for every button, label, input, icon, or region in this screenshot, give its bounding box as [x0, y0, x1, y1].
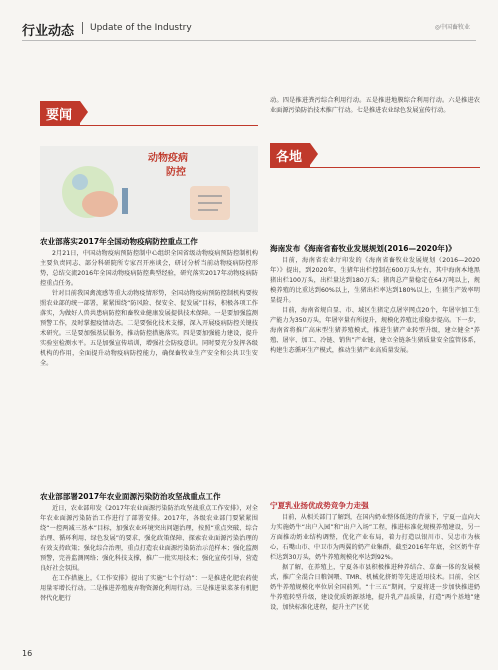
- illustration-caption-line1: 动物疫病: [148, 153, 188, 164]
- article-4-paragraph-2: 据了解，在养殖上，宁夏各市县积极推进种养结合、草畜一体的发展模式，推广全混合日粮饲喂、TMR、机械化挤奶等先进适用技术。目前，全区奶牛养殖规模化率位居全国前列。“十三五”期间，宁夏将进一步加快推进奶牛养殖转型升级，建设优质奶源基地，提升乳产品质量，打造“两个基地”建设，加快标准化进程，提升主产区优: [270, 564, 480, 611]
- syringe-icon: [122, 188, 128, 214]
- header-rule: [22, 40, 476, 41]
- page-header: [0, 0, 498, 46]
- pig-figure: [82, 191, 118, 217]
- section-english-title: Update of the Industry: [90, 23, 192, 33]
- continuation-text: [270, 96, 480, 116]
- header-divider: [82, 22, 83, 34]
- section-title: 行业动态: [22, 24, 75, 39]
- journal-name: ◎中国畜牧业: [434, 24, 470, 31]
- article-1-paragraph-1: 2月21日，中国动物疫病预防控制中心组织全国省级动物疫病预防控制机构主要负责同志、部分科研院所专家召开座谈会，研讨分析当前动物疫病防控形势，总结交流2016年全国动物疫病防控典型经验，研究落实2017年动物疫病防控重点任务。: [40, 250, 258, 287]
- article-3: [270, 243, 480, 356]
- article-2: [40, 491, 258, 604]
- virus-icon: [72, 174, 88, 190]
- article-4-title: 宁夏乳业扬优成势竞争力走强: [270, 501, 369, 510]
- illustration-caption: [148, 152, 188, 180]
- article-3-title: 海南发布《海南省畜牧业发展规划(2016—2020年)》: [270, 244, 456, 253]
- article-2-paragraph-2: 在工作措施上，《工作安排》提出了实施“七个行动”：一是推进化肥农药使用量零增长行动。二是推进养殖废弃物资源化利用行动。三是推进果菜茶有机肥替代化肥行: [40, 575, 258, 602]
- news-tag-block: [40, 101, 258, 126]
- article-2-paragraph-1: 近日，农业部印发《2017年农业面源污染防治攻坚战重点工作安排》，对全年农业面源污染防治工作进行了部署安排。2017年，各级农业部门要紧紧围绕“一控两减三基本”目标，加强农业环境突出问题治理，按照“重点突破、综合治理、循环利用、绿色发展”的要求，强化政策保障、探索农业面源污染治理的有效支持政策；强化综合治理，重点打造农业面源污染防治示范样本；强化监测预警，完善监测网络；强化科技支撑，推广一批实用技术；强化宣传引导，营造良好社会氛围。: [40, 505, 258, 572]
- article-1-paragraph-2: 针对目前我国禽流感等重大动物疫情形势，全国动物疫病预防控制机构要按照农业部的统一部署，紧紧围绕“防风险、保安全、促发展”目标，积极各项工作落实，为做好人兽共患病防控和畜牧业健康发展提供技术保障。一是要加强监测预警工作，及时掌握疫情动态。二是要强化技术支撑，深入开展疫病防控关键技术研究。三是要加强基层服务，推动防控措施落实。四是要加强能力建设，提升实验室检测水平。五是加强宣传培训，增强社会防疫意识。同时要充分发挥各级机构的作用，全面提升动物疫病防控能力，确保畜牧业生产安全和公共卫生安全。: [40, 290, 258, 367]
- article-3-paragraph-1: 目前，海南省农业厅印发的《海南省畜牧业发展规划（2016—2020年）》提出，到2020年，生猪年出栏控制在600万头左右，其中海南本地黑猪出栏100万头，出栏量达到180万头；猪肉总产量稳定在64万吨以上，规模养殖的比重达到60%以上，生猪出栏率达到180%以上，生猪生产效率明显提升。: [270, 257, 480, 304]
- illustration-caption-line2: 防控: [166, 167, 186, 178]
- article-1: [40, 236, 258, 369]
- article-2-title: 农业部部署2017年农业面源污染防治攻坚战重点工作: [40, 492, 221, 501]
- disease-control-illustration: [40, 146, 258, 232]
- article-4-paragraph-1: 目前，从相关部门了解到，在国内奶业整体低迷的背景下，宁夏一直向大力实施奶牛“出户入园”和“出户入场”工程，推进标准化规模养殖建设，另一方面推动奶业结构调整，优化产业布局，着力打造以银川市、吴忠市为核心，石嘴山市、中卫市为两翼的奶产业集群，截至2016年年底，全区奶牛存栏达到30万头，奶牛养殖规模化率达到92%。: [270, 514, 480, 561]
- article-4: [270, 500, 480, 613]
- local-tag: 各地: [270, 143, 310, 168]
- article-3-paragraph-2: 目前，海南省规自显、市、域区生猪定点屠宰网点20个，年屠宰加工生产能力为350万头，年屠宰量有所提升，规模化养殖比重稳步提高。下一步，海南省将推广高床型生猪养殖模式，推进生猪产业转型升级，建立健全“养殖、屠宰、加工、冷链、销售”产业链，建立全链条生猪质量安全监管体系，构建生态循环生产模式，推动生猪产业高质量发展。: [270, 307, 480, 354]
- continuation-paragraph: 动。四是推进粪污综合利用行动。五是推进地膜综合利用行动。六是推进农业面源污染防治技术推广行动。七是推进农业绿色发展宣传行动。: [270, 97, 480, 114]
- page-number: 16: [22, 649, 33, 658]
- article-1-title: 农业部落实2017年全国动物疫病防控重点工作: [40, 237, 198, 246]
- local-tag-block: [270, 143, 480, 168]
- news-tag: 要闻: [40, 101, 80, 126]
